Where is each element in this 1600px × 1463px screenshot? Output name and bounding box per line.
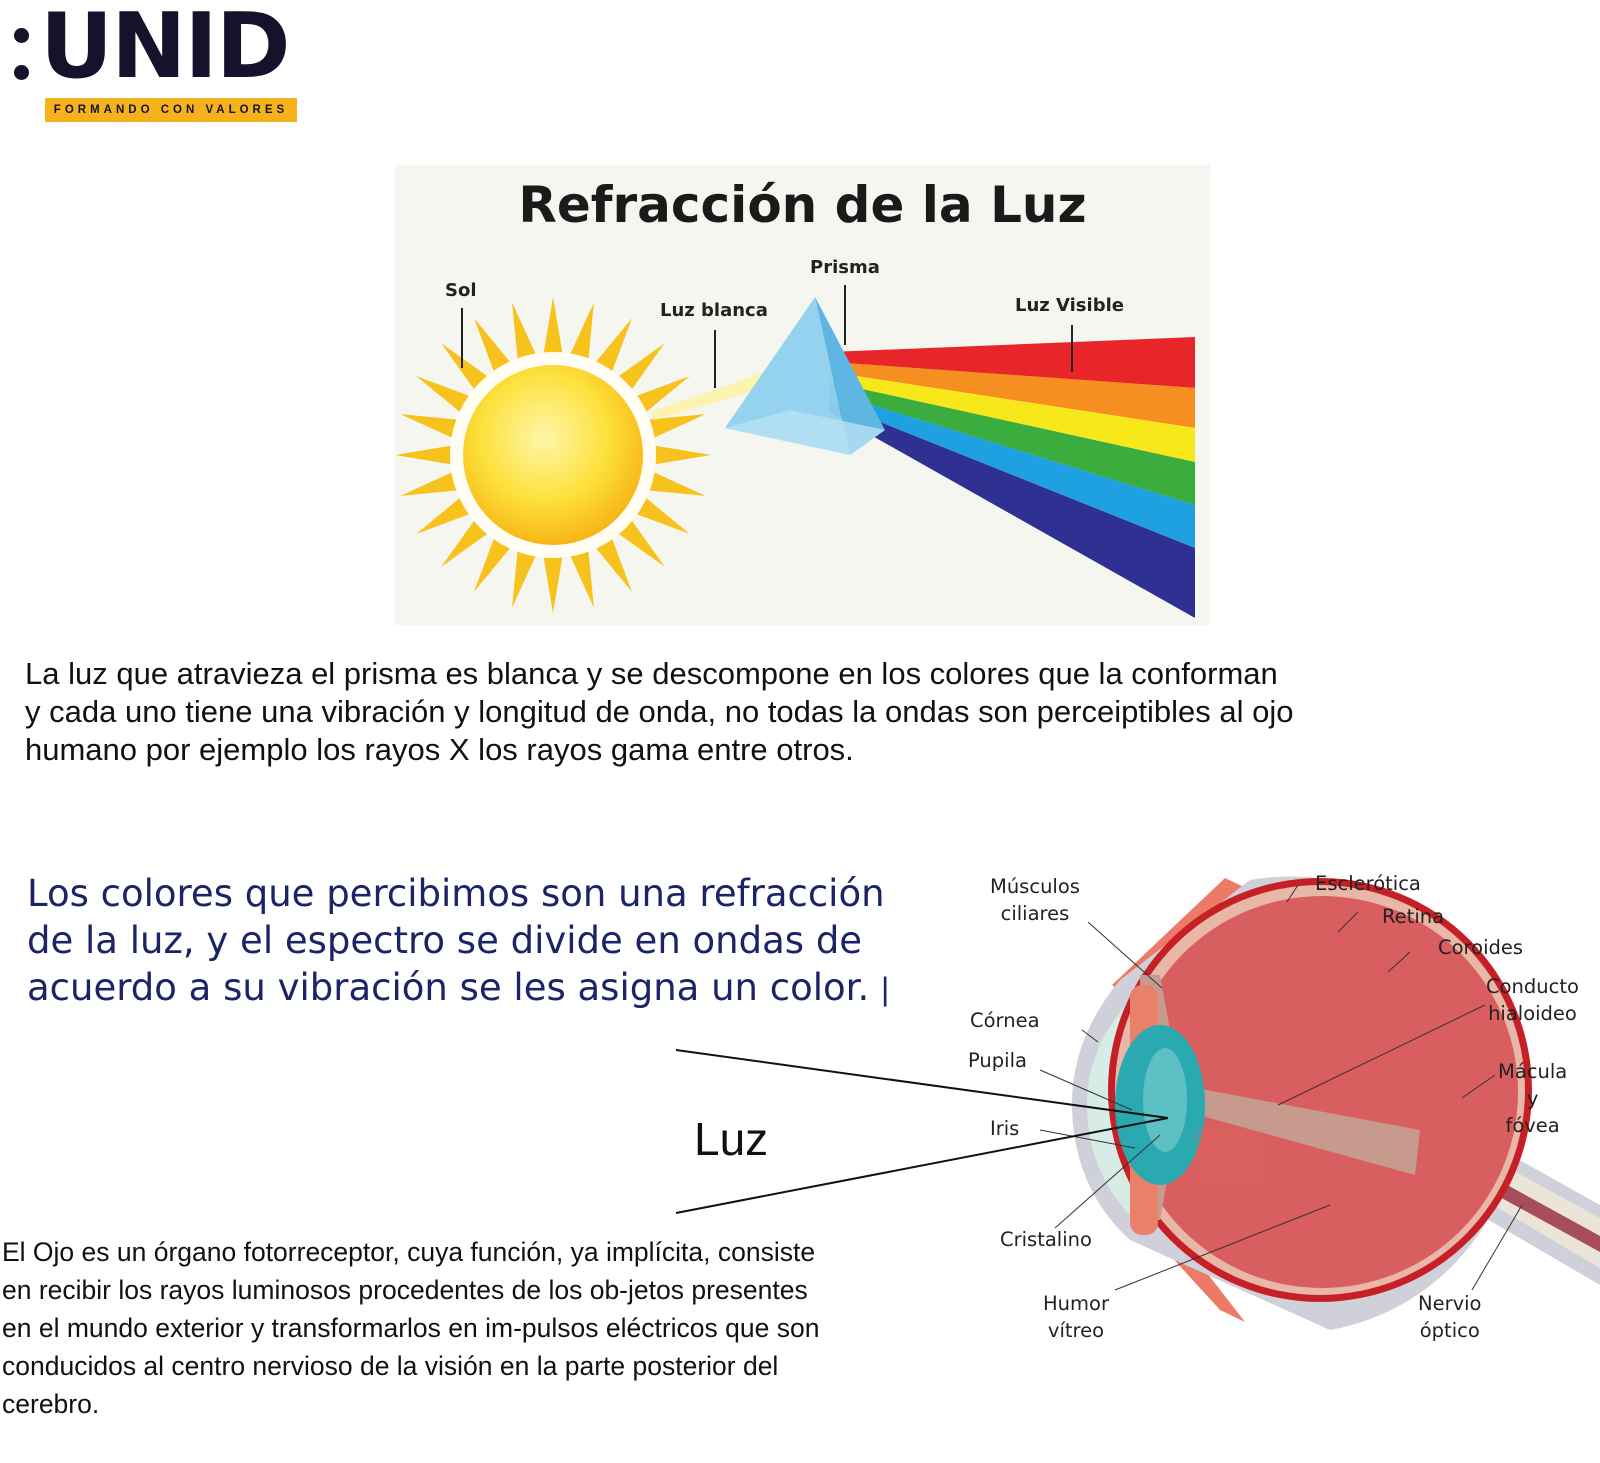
sun-ray [647, 471, 706, 496]
sun-ray [543, 555, 563, 613]
label-macula-fovea: Mácula y fóvea [1498, 1060, 1568, 1137]
sun-ray [400, 414, 459, 439]
label-cornea: Córnea [970, 1009, 1040, 1032]
label-choroid: Coroides [1438, 936, 1524, 959]
label-hyaloid-canal: Conducto hialoideo [1486, 975, 1579, 1025]
label-prism: Prisma [810, 257, 880, 278]
watermark [1195, 1130, 1265, 1185]
label-visible-light: Luz Visible [1015, 295, 1124, 316]
logo-tagline: FORMANDO CON VALORES [45, 98, 297, 122]
paragraph-refraction: La luz que atravieza el prisma es blanca y se descompone en los colores que la conforman y cada uno tiene una vibración y longitud de onda, no todas la ondas son perceiptibles al ojo humano por ejemplo los rayos X los rayos gama entre otros. [25, 656, 1294, 767]
figure-title: Refracción de la Luz [518, 176, 1087, 234]
sun-ray [512, 302, 537, 361]
sun-ray [653, 445, 711, 465]
highlight-text-content: Los colores que percibimos son una refracción de la luz, y el espectro se divide en ondas de acuerdo a su vibración se les asigna un color. [27, 872, 885, 1009]
paragraph-eye: El Ojo es un órgano fotorreceptor, cuya función, ya implícita, consiste en recibir los rayos luminosos procedentes de los ob-jetos presentes en el mundo exterior y transformarlos en im-pulsos eléctricos que son conducidos al centro nervioso de la visión en la parte posterior del cerebro. [2, 1237, 820, 1419]
sun-ray [512, 549, 537, 608]
logo-wordmark: UNID [40, 0, 289, 94]
label-lens: Cristalino [1000, 1228, 1092, 1251]
label-iris: Iris [990, 1117, 1020, 1140]
label-white-light: Luz blanca [660, 300, 768, 321]
label-sclera: Esclerótica [1315, 872, 1421, 895]
text-cursor: | [881, 971, 890, 1007]
sun-ray [569, 549, 594, 608]
highlight-text[interactable] [27, 870, 907, 1013]
label-retina: Retina [1382, 905, 1445, 928]
label-optic-nerve: Nervio óptico [1418, 1292, 1482, 1342]
label-ciliary-muscles: Músculos ciliares [990, 875, 1080, 925]
sun-ray [569, 302, 594, 361]
spectrum [830, 337, 1195, 618]
label-sun: Sol [445, 280, 477, 301]
lens-core [1143, 1048, 1187, 1152]
label-vitreous-humor: Humor vítreo [1043, 1292, 1109, 1342]
sun-ray [395, 445, 453, 465]
sun-ray [400, 471, 459, 496]
sun-disc [463, 365, 643, 545]
light-label: Luz [694, 1113, 769, 1165]
sun-illustration [395, 297, 711, 613]
label-pupil: Pupila [968, 1049, 1027, 1072]
sun-ray [543, 297, 563, 355]
